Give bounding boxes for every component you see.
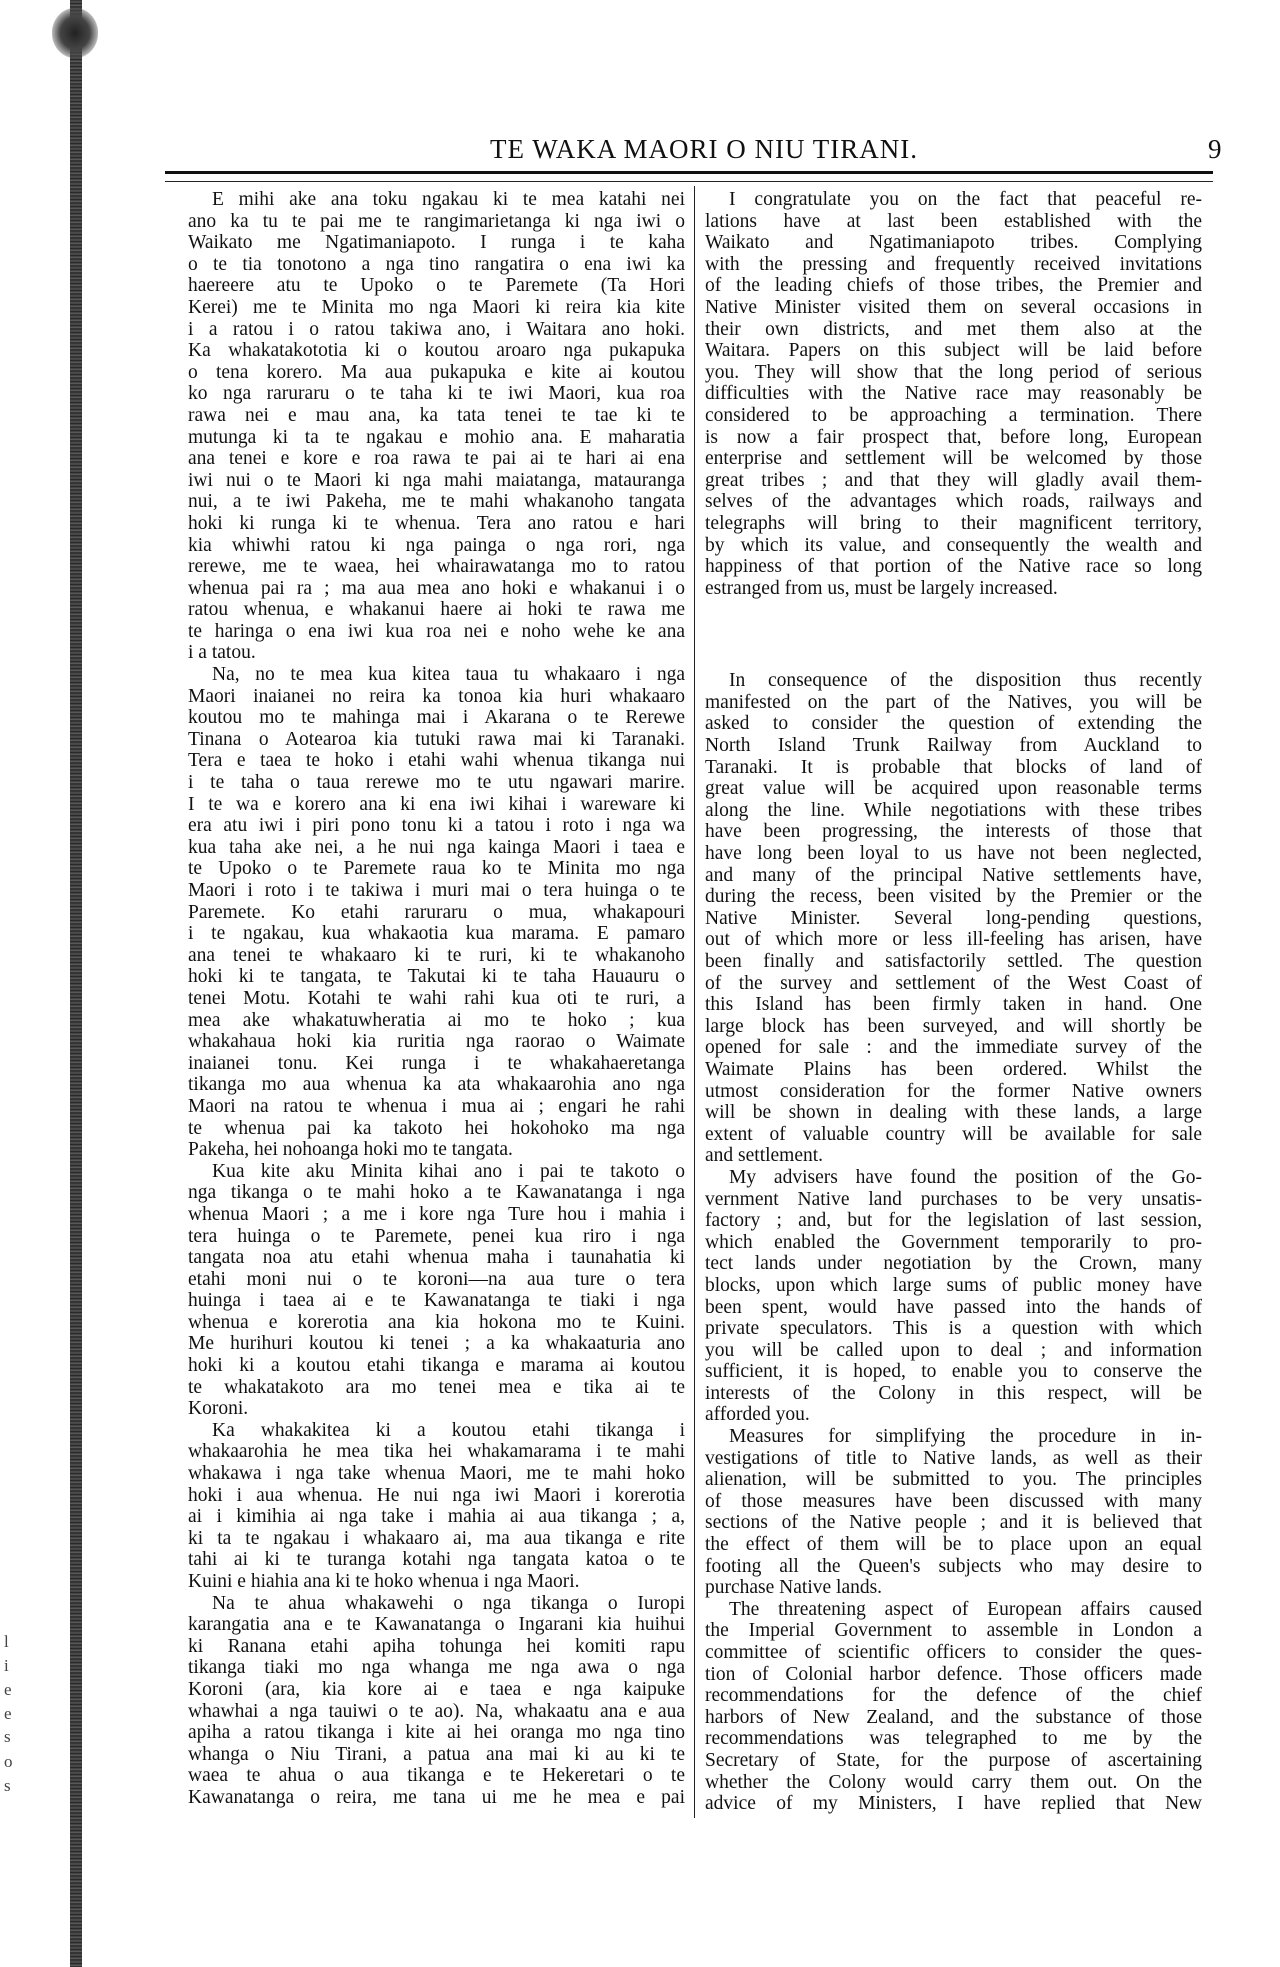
newspaper-title: TE WAKA MAORI O NIU TIRANI. [490, 134, 918, 164]
text-line: Measures for simplifying the procedure in in- [729, 1426, 1202, 1448]
text-line: have long been loyal to us have not been neglected, [705, 843, 1202, 865]
english-text-column [705, 189, 1202, 1815]
text-line: great tribes ; and that they will gladly avail them- [705, 469, 1202, 491]
text-line: ana tenei te whakaaro ki te ruri, ki te whakanoho [188, 944, 685, 966]
text-line: harbors of New Zealand, and the substance of those [705, 1706, 1202, 1728]
text-line: apiha a ratou tikanga i kite ai hei oranga mo nga tino [188, 1722, 685, 1744]
text-line: by which its value, and consequently the wealth and [705, 534, 1202, 556]
text-line: hoki ki a koutou etahi tikanga e marama ai koutou [188, 1355, 685, 1377]
text-line: ki ta te ngakau i whakaaro ai, ma aua tikanga e rite [188, 1527, 685, 1549]
header-rule-thick [165, 171, 1213, 174]
text-line: Ka whakakitea ki a koutou etahi tikanga i [212, 1419, 685, 1441]
text-line: mea ake whakatuwheratia ai mo te hoko ; kua [188, 1009, 685, 1031]
text-line: opened for sale : and the immediate survey of the [705, 1037, 1202, 1059]
paragraph [188, 189, 685, 664]
text-line: i te taha o taua rerewe mo te utu ngawari marire. [188, 772, 685, 794]
text-line: whenua pai ra ; ma aua mea ano hoki e whakanui i o [188, 577, 685, 599]
text-line: considered to be approaching a termination. There [705, 404, 1202, 426]
text-line: ki Ranana etahi apiha tohunga hei komiti rapu [188, 1635, 685, 1657]
text-line: Pakeha, hei nohoanga hoki mo te tangata. [188, 1139, 513, 1161]
margin-letter: l [4, 1632, 9, 1651]
text-line: Native Minister. Several long-pending questions, [705, 907, 1202, 929]
text-line: you will be called upon to deal ; and information [705, 1339, 1202, 1361]
text-line: you. They will show that the long period of serious [705, 361, 1202, 383]
text-line: vernment Native land purchases to be very unsatis- [705, 1188, 1202, 1210]
text-line: Kuini e hiahia ana ki te hoko whenua i nga Maori. [188, 1571, 580, 1592]
text-line: o te tia tonotono a nga tino rangatira o ena iwi ka [188, 253, 685, 275]
text-line: tion of Colonial harbor defence. Those officers made [705, 1663, 1202, 1685]
text-line: of those measures have been discussed with many [705, 1490, 1202, 1512]
text-line: Koroni. [188, 1398, 249, 1420]
text-line: hoki i aua whenua. He nui nga iwi Maori i korerotia [188, 1484, 685, 1506]
text-line: Waitara. Papers on this subject will be laid before [705, 340, 1202, 362]
text-line: been spent, would have passed into the hands of [705, 1296, 1202, 1318]
text-line: advice of my Ministers, I have replied that New [705, 1793, 1202, 1815]
text-line: ana tenei e kore e roa rawa te pai ai te hari ai ena [188, 448, 685, 470]
text-line: koutou mo te mahinga mai i Akarana o te Rerewe [188, 707, 685, 729]
margin-letter: s [4, 1776, 11, 1795]
text-line: ko nga raruraru o te taha ki te iwi Maori, kua roa [188, 383, 685, 405]
text-line: enterprise and settlement will be welcomed by those [705, 448, 1202, 470]
text-line: will be shown in dealing with these lands, a large [705, 1102, 1202, 1124]
text-line: and settlement. [705, 1145, 824, 1167]
text-line: I te wa e korero ana ki ena iwi kihai i wareware ki [188, 793, 685, 815]
text-line: Kua kite aku Minita kihai ano i pai te takoto o [212, 1160, 685, 1182]
text-line: Tera e taea te hoko i etahi wahi whenua tikanga nui [188, 750, 685, 772]
text-line: whakawa i nga take whenua Maori, me te mahi hoko [188, 1463, 685, 1485]
paragraph [705, 189, 1202, 599]
text-line: Kerei) me te Minita mo nga Maori ki reira kia kite [188, 296, 685, 318]
text-line: alienation, will be submitted to you. The principles [705, 1469, 1202, 1491]
text-line: Maori i roto i te takiwa i muri mai o tera huinga o te [188, 880, 685, 901]
text-line: o tena korero. Ma aua pukapuka e kite ai koutou [188, 361, 685, 383]
text-line: haereere atu te Upoko o te Paremete (Ta Hori [188, 275, 685, 297]
text-line: this Island has been firmly taken in hand. One [705, 994, 1202, 1016]
margin-letter: s [4, 1727, 11, 1746]
column-divider [694, 186, 695, 1818]
text-line: sections of the Native people ; and it is believed that [705, 1512, 1202, 1534]
text-line: out of which more or less ill-feeling has arisen, have [705, 929, 1202, 951]
text-line: ratou whenua, e whakanui haere ai hoki te rawa me [188, 599, 685, 621]
text-line: Maori inaianei no reira ka tonoa kia huri whakaaro [188, 685, 685, 707]
text-line: E mihi ake ana toku ngakau ki te mea katahi nei [212, 189, 685, 210]
text-line: with the pressing and frequently received invitations [705, 253, 1202, 275]
text-line: interests of the Colony in this respect, will be [705, 1382, 1202, 1404]
text-line: tangata noa atu etahi whenua maha i taunahatia ki [188, 1247, 685, 1269]
text-line: difficulties with the Native race may reasonably be [705, 383, 1202, 405]
text-line: kua taha ake nei, a he nui nga kainga Maori i taea e [188, 836, 685, 858]
text-line: the Imperial Government to assemble in London a [705, 1620, 1202, 1642]
text-line: tenei Motu. Kotahi te wahi rahi kua oti te ruri, a [188, 987, 685, 1009]
text-line: Paremete. Ko etahi raruraru o mua, whakapouri [188, 901, 685, 923]
text-line: Native Minister visited them on several occasions in [705, 296, 1202, 318]
text-line: which enabled the Government temporarily to pro- [705, 1231, 1202, 1253]
text-line: blocks, upon which large sums of public money have [705, 1274, 1202, 1296]
margin-letter: i [4, 1656, 9, 1675]
text-line: te haringa o ena iwi kua roa nei e noho wehe ke ana [188, 620, 685, 642]
text-line: inaianei tonu. Kei runga i te whakahaeretanga [188, 1052, 685, 1074]
paragraph [188, 664, 685, 1161]
page-number: 9 [1208, 134, 1222, 164]
margin-letter: e [4, 1680, 12, 1699]
text-line: hoki ki te tangata, te Takutai ki te taha Hauauru o [188, 966, 685, 988]
text-line: nga tikanga o te mahi hoko a te Kawanatanga i nga [188, 1182, 685, 1204]
text-line: kia whiwhi ratou ki nga painga o nga rori, nga [188, 534, 685, 556]
text-line: waea te ahua o aua tikanga e te Hekeretari o te [188, 1765, 685, 1787]
text-line: ai i kimihia ai nga take i mahia ai aua tikanga ; a, [188, 1506, 685, 1528]
text-line: been finally and satisfactorily settled. The question [705, 951, 1202, 972]
text-line: nui, a te iwi Pakeha, me te mahi whakanoho tangata [188, 491, 685, 513]
text-line: selves of the advantages which roads, railways and [705, 491, 1202, 513]
text-line: etahi moni nui o te koroni—na aua ture o tera [188, 1268, 685, 1290]
paragraph [705, 670, 1202, 1167]
text-line: te whakatakoto ara mo tenei mea e tika ai te [188, 1376, 685, 1398]
text-line: vestigations of title to Native lands, as well as their [705, 1447, 1202, 1469]
text-line: estranged from us, must be largely increased. [705, 577, 1058, 599]
text-line: te whenua pai ka takoto hei hokohoko ma nga [188, 1117, 685, 1139]
text-line: mutunga ki ta te ngakau e mohio ana. E maharatia [188, 426, 685, 448]
paragraph [705, 1599, 1202, 1815]
text-line: great value will be acquired upon reasonable terms [705, 778, 1202, 800]
text-line: I congratulate you on the fact that peaceful re- [729, 189, 1202, 210]
text-line: their own districts, and met them also at the [705, 318, 1202, 340]
maori-text-column [188, 189, 685, 1809]
binding-stain [52, 8, 98, 58]
text-line: i a tatou. [188, 642, 256, 664]
text-line: private speculators. This is a question with which [705, 1318, 1202, 1340]
text-line: huinga i taea ai e te Kawanatanga te tiaki i nga [188, 1290, 685, 1312]
text-line: i te ngakau, kua whakaotia kua marama. E pamaro [188, 923, 685, 945]
text-line: North Island Trunk Railway from Auckland to [705, 735, 1202, 757]
text-line: have been progressing, the interests of those that [705, 821, 1202, 843]
text-line: during the recess, been visited by the Premier or the [705, 886, 1202, 908]
text-line: footing all the Queen's subjects who may desire to [705, 1555, 1202, 1577]
text-line: Waikato me Ngatimaniapoto. I runga i te kaha [188, 232, 685, 254]
text-line: whakahaua hoki kia ruritia nga raorao o Waimate [188, 1031, 685, 1053]
text-line: Na te ahua whakawehi o nga tikanga o Iuropi [212, 1592, 685, 1614]
text-line: tahi ai ki te turanga kotahi nga tangata katoa o te [188, 1549, 685, 1571]
text-line: iwi nui o te Maori ki nga mahi maiatanga, matauranga [188, 469, 685, 491]
text-line: of the leading chiefs of those tribes, the Premier and [705, 275, 1202, 297]
text-line: era atu iwi i piri pono tonu ki a tatou i roto i nga wa [188, 815, 685, 837]
text-line: happiness of that portion of the Native race so long [705, 556, 1202, 578]
text-line: Tinana o Aotearoa kia tutuki rawa mai ki Taranaki. [188, 728, 685, 750]
text-line: Taranaki. It is probable that blocks of land of [705, 756, 1202, 778]
text-line: the effect of them will be to place upon an equal [705, 1534, 1202, 1556]
text-line: along the line. While negotiations with these tribes [705, 799, 1202, 821]
text-line: afforded you. [705, 1404, 810, 1426]
text-line: recommendations was telegraphed to me by the [705, 1728, 1202, 1750]
text-line: whenua e korerotia ana kia hokona mo te Kuini. [188, 1311, 685, 1333]
text-line: utmost consideration for the former Native owners [705, 1080, 1202, 1102]
text-line: Waikato and Ngatimaniapoto tribes. Complying [705, 232, 1202, 254]
text-line: is now a fair prospect that, before long, European [705, 426, 1202, 448]
text-line: and many of the principal Native settlements have, [705, 864, 1202, 886]
text-line: sufficient, it is hoped, to enable you to conserve the [705, 1361, 1202, 1383]
text-line: whenua Maori ; a me i kore nga Ture hou i mahia i [188, 1203, 685, 1225]
text-line: The threatening aspect of European affairs caused [729, 1598, 1202, 1620]
margin-letter: e [4, 1704, 12, 1723]
text-line: hoki ki runga ki te whenua. Tera ano ratou e hari [188, 512, 685, 534]
text-line: whakaarohia he mea tika hei whakamarama i te mahi [188, 1441, 685, 1463]
text-line: My advisers have found the position of the Go- [729, 1166, 1202, 1188]
text-line: Ka whakatakototia ki o koutou aroaro nga pukapuka [188, 340, 685, 362]
text-line: tikanga mo aua whenua ka ata whakaarohia ano nga [188, 1074, 685, 1096]
text-line: extent of valuable country will be available for sale [705, 1123, 1202, 1145]
text-line: of the survey and settlement of the West Coast of [705, 972, 1202, 994]
page-binding-edge [70, 0, 82, 1967]
text-line: whanga o Niu Tirani, a patua ana mai ki au ki te [188, 1743, 685, 1765]
text-line: rerewe, me te waea, hei whairawatanga mo to ratou [188, 556, 685, 578]
text-line: Na, no te mea kua kitea taua tu whakaaro i nga [212, 664, 685, 686]
text-line: Koroni (ara, kia kore ai e taea e nga kaipuke [188, 1678, 685, 1700]
text-line: i a ratou i o ratou takiwa ano, i Waitara ano hoki. [188, 318, 685, 340]
paragraph [188, 1161, 685, 1420]
text-line: tikanga tiaki mo nga whanga me nga awa o nga [188, 1657, 685, 1679]
header-rule-thin [165, 181, 1213, 182]
text-line: ano ka tu te pai me te rangimarietanga ki nga iwi o [188, 210, 685, 232]
text-line: manifested on the part of the Natives, you will be [705, 691, 1202, 713]
text-line: te Upoko o te Paremete raua ko te Minita mo nga [188, 858, 685, 880]
text-line: Secretary of State, for the purpose of ascertaining [705, 1749, 1202, 1771]
text-line: In consequence of the disposition thus recently [729, 670, 1202, 692]
text-line: whether the Colony would carry them out. On the [705, 1771, 1202, 1793]
text-line: asked to consider the question of extending the [705, 713, 1202, 735]
text-line: recommendations for the defence of the chief [705, 1685, 1202, 1707]
paragraph [188, 1420, 685, 1593]
text-line: tera huinga o te Paremete, penei kua riro i nga [188, 1225, 685, 1247]
text-line: telegraphs will bring to their magnificent territory, [705, 512, 1202, 534]
paragraph [705, 1167, 1202, 1426]
text-line: tect lands under negotiation by the Crown, many [705, 1253, 1202, 1275]
paragraph [188, 1593, 685, 1809]
paragraph [705, 1426, 1202, 1599]
text-line: large block has been surveyed, and will shortly be [705, 1015, 1202, 1037]
margin-letter: o [4, 1752, 13, 1771]
text-line: karangatia ana e te Kawanatanga o Ingarani kia huihui [188, 1614, 685, 1636]
text-line: factory ; and, but for the legislation of last session, [705, 1210, 1202, 1232]
text-line: Waimate Plains has been ordered. Whilst the [705, 1058, 1202, 1080]
text-line: Me hurihuri koutou ki tenei ; a ka whakaaturia ano [188, 1333, 685, 1355]
text-line: purchase Native lands. [705, 1577, 883, 1599]
text-line: whawhai a nga tauiwi o te ao). Na, whakaatu ana e aua [188, 1700, 685, 1722]
text-line: Maori na ratou te whenua i mua ai ; engari he rahi [188, 1095, 685, 1117]
text-line: committee of scientific officers to consider the ques- [705, 1642, 1202, 1663]
text-line: lations have at last been established with the [705, 210, 1202, 232]
text-line: Kawanatanga o reira, me tana ui me he mea e pai [188, 1786, 685, 1808]
text-line: rawa nei e mau ana, ka tata tenei te tae ki te [188, 404, 685, 426]
